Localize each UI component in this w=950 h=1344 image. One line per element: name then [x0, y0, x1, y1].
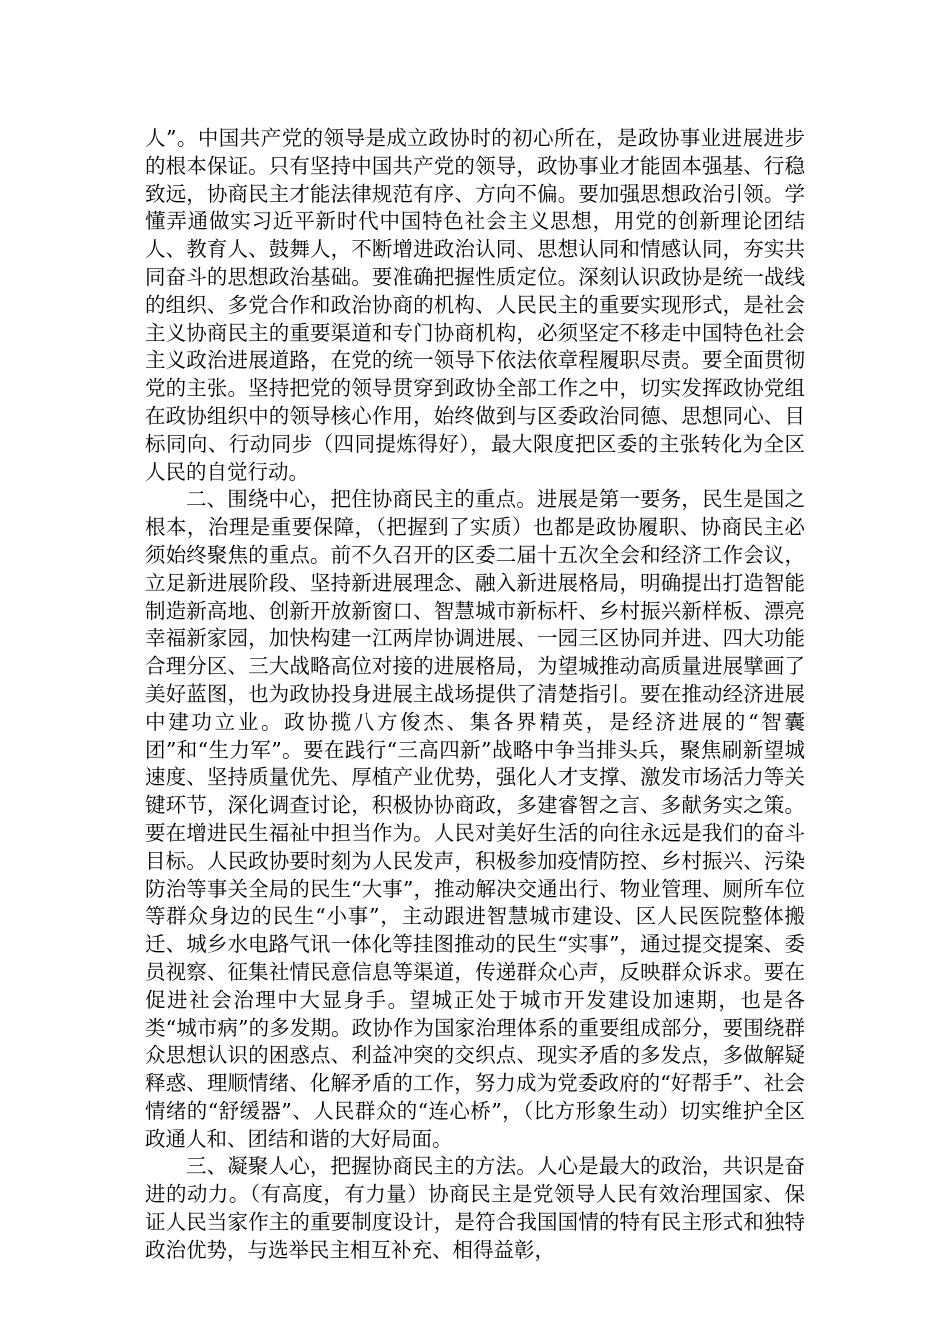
document-page	[145, 125, 805, 1265]
paragraph-1: 人”。中国共产党的领导是成立政协时的初心所在，是政协事业进展进步的根本保证。只有坚持中国共产党的领导，政协事业才能固本强基、行稳致远，协商民主才能法律规范有序、方向不偏。要加强思想政治引领。学懂弄通做实习近平新时代中国特色社会主义思想，用党的创新理论团结人、教育人、鼓舞人，不断增进政治认同、思想认同和情感认同，夯实共同奋斗的思想政治基础。要准确把握性质定位。深刻认识政协是统一战线的组织、多党合作和政治协商的机构、人民民主的重要实现形式，是社会主义协商民主的重要渠道和专门协商机构，必须坚定不移走中国特色社会主义政治进展道路，在党的统一领导下依法依章程履职尽责。要全面贯彻党的主张。坚持把党的领导贯穿到政协全部工作之中，切实发挥政协党组在政协组织中的领导核心作用，始终做到与区委政治同德、思想同心、目标同向、行动同步（四同提炼得好），最大限度把区委的主张转化为全区人民的自觉行动。	[145, 126, 805, 484]
paragraph-3: 三、凝聚人心，把握协商民主的方法。人心是最大的政治，共识是奋进的动力。（有高度，有力量）协商民主是党领导人民有效治理国家、保证人民当家作主的重要制度设计，是符合我国国情的特有民主形式和独特政治优势，与选举民主相互补充、相得益彰，	[145, 1154, 805, 1262]
paragraph-2: 二、围绕中心，把住协商民主的重点。进展是第一要务，民生是国之根本，治理是重要保障，（把握到了实质）也都是政协履职、协商民主必须始终聚焦的重点。前不久召开的区委二届十五次全会和经济工作会议，立足新进展阶段、坚持新进展理念、融入新进展格局，明确提出打造智能制造新高地、创新开放新窗口、智慧城市新标杆、乡村振兴新样板、漂亮幸福新家园，加快构建一江两岸协调进展、一园三区协同并进、四大功能合理分区、三大战略高位对接的进展格局，为望城推动高质量进展擘画了美好蓝图，也为政协投身进展主战场提供了清楚指引。要在推动经济进展中建功立业。政协揽八方俊杰、集各界精英，是经济进展的“智囊团”和“生力军”。要在践行“三高四新”战略中争当排头兵，聚焦刷新望城速度、坚持质量优先、厚植产业优势，强化人才支撑、激发市场活力等关键环节，深化调查讨论，积极协协商政，多建睿智之言、多献务实之策。要在增进民生福祉中担当作为。人民对美好生活的向往永远是我们的奋斗目标。人民政协要时刻为人民发声，积极参加疫情防控、乡村振兴、污染防治等事关全局的民生“大事”，推动解决交通出行、物业管理、厕所车位等群众身边的民生“小事”，主动跟进智慧城市建设、区人民医院整体搬迁、城乡水电路气讯一体化等挂图推动的民生“实事”，通过提交提案、委员视察、征集社情民意信息等渠道，传递群众心声，反映群众诉求。要在促进社会治理中大显身手。望城正处于城市开发建设加速期，也是各类“城市病”的多发期。政协作为国家治理体系的重要组成部分，要围绕群众思想认识的困惑点、利益冲突的交织点、现实矛盾的多发点，多做解疑释惑、理顺情绪、化解矛盾的工作，努力成为党委政府的“好帮手”、社会情绪的“舒缓器”、人民群众的“连心桥”，（比方形象生动）切实维护全区政通人和、团结和谐的大好局面。	[145, 487, 805, 1151]
